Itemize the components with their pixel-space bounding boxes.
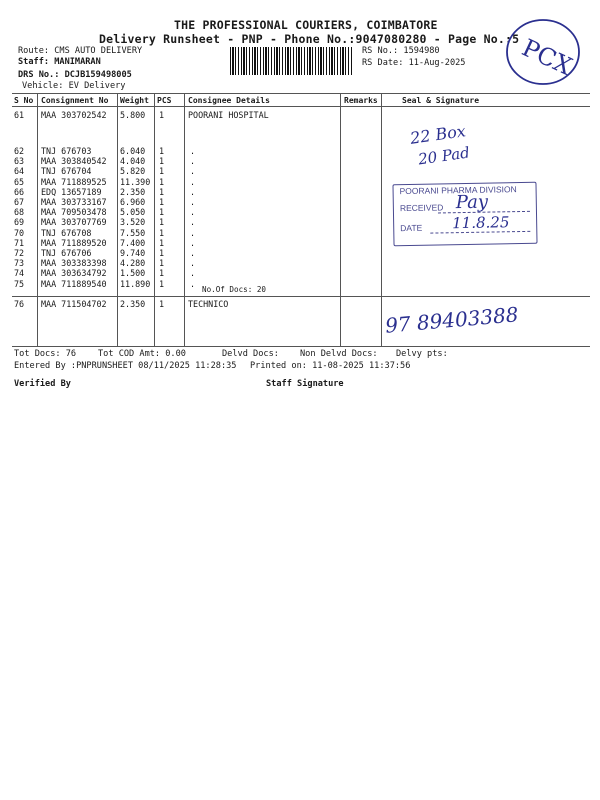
cell-sno: 72 [14,248,25,258]
cell-pcs: 1 [159,299,165,309]
cell-pcs: 1 [159,268,165,279]
circle-mark-text: PCX [517,33,577,81]
cell-consignee: . [190,176,196,187]
cell-sno: 66 [14,186,25,197]
cell-sno: 69 [14,217,25,228]
tot-docs: Tot Docs: 76 [14,349,77,359]
cell-weight: 5.050 [120,207,146,218]
table-row-group [0,110,600,120]
cell-pcs: 1 [159,248,165,258]
col-header-consignment: Consignment No [41,96,109,105]
cell-weight: 2.350 [120,186,146,197]
vehicle-label: Vehicle: EV Delivery [22,81,126,91]
table-bottom-border [12,346,590,347]
cell-consignment: MAA 711889540 [41,278,107,289]
table-row [0,279,600,289]
cell-consignment: MAA 711889520 [41,237,107,248]
cell-pcs: 1 [159,258,165,269]
cell-weight: 5.820 [120,166,146,177]
cell-consignment: MAA 711889525 [41,176,107,187]
handwritten-circle-mark [503,17,583,87]
staff-signature: Staff Signature [266,379,344,389]
cell-consignee: . [190,248,196,258]
cell-pcs: 1 [159,278,165,289]
cell-consignment: TNJ 676706 [41,248,92,258]
cell-consignee: . [190,146,196,156]
cell-weight: 7.550 [120,227,146,238]
cell-pcs: 1 [159,176,165,187]
col-header-seal: Seal & Signature [402,96,480,105]
cell-consignee: . [190,156,196,167]
cell-weight: 2.350 [120,299,146,309]
cell-consignment: TNJ 676708 [41,227,92,238]
cell-weight: 7.400 [120,237,146,248]
cell-weight: 4.040 [120,156,146,167]
cell-weight: 11.390 [120,176,151,187]
table-row [0,248,600,258]
cell-consignee: . [190,258,196,269]
cell-weight: 4.280 [120,258,146,269]
cell-sno: 63 [14,156,25,167]
cell-pcs: 1 [159,186,165,197]
cell-consignment: TNJ 676703 [41,146,92,156]
col-header-sno: S No [14,96,34,105]
rs-number: RS No.: 1594980 [362,46,440,56]
document-subtitle: Delivery Runsheet - PNP - Phone No.:9047080280 - Page No.:5 [99,32,520,46]
cell-weight: 5.800 [120,110,146,120]
verified-by: Verified By [14,379,71,389]
cell-pcs: 1 [159,217,165,228]
handwritten-phone: 97 89403388 [384,302,520,338]
cell-consignee: . [190,186,196,197]
group-divider [12,296,590,297]
cell-weight: 11.890 [120,278,151,289]
non-delivered-docs: Non Delvd Docs: [300,349,378,359]
cell-sno: 64 [14,166,25,177]
cell-consignment: MAA 303634792 [41,268,107,279]
cell-weight: 9.740 [120,248,146,258]
entered-by: Entered By :PNPRUNSHEET 08/11/2025 11:28:35 [14,361,237,371]
cell-weight: 1.500 [120,268,146,279]
received-stamp [392,182,537,247]
cell-consignee: . [190,237,196,248]
cell-weight: 6.960 [120,197,146,207]
cell-pcs: 1 [159,227,165,238]
barcode [230,47,352,75]
cell-sno: 75 [14,278,25,289]
handwritten-date: 11.8.25 [452,213,510,233]
cell-sno: 73 [14,258,25,269]
tot-cod-amount: Tot COD Amt: 0.00 [98,349,186,359]
document-title: THE PROFESSIONAL COURIERS, COIMBATORE [174,18,438,32]
cell-consignee: . [190,278,196,289]
cell-consignee: POORANI HOSPITAL [188,110,269,120]
cell-consignment: MAA 303733167 [41,197,107,207]
route-label: Route: CMS AUTO DELIVERY [18,46,143,56]
cell-sno: 62 [14,146,25,156]
cell-sno: 67 [14,197,25,207]
cell-consignee: TECHNICO [188,299,229,309]
table-row [0,156,600,166]
drs-number: DRS No.: DCJB159498005 [18,70,132,80]
cell-sno: 65 [14,176,25,187]
col-header-consignee: Consignee Details [188,96,270,105]
cell-consignment: EDQ 13657189 [41,186,102,197]
cell-sno: 61 [14,110,25,120]
rs-date: RS Date: 11-Aug-2025 [362,58,466,68]
delivery-points: Delvy pts: [396,349,448,359]
cell-consignment: MAA 303702542 [41,110,107,120]
cell-consignee: . [190,268,196,279]
cell-consignment: MAA 303840542 [41,156,107,167]
stamp-date-label: DATE [400,222,423,234]
handwritten-box-count: 22 Box [408,121,467,148]
stamp-received-label: RECEIVED [399,202,444,214]
cell-pcs: 1 [159,237,165,248]
handwritten-received: Pay [455,191,489,214]
cell-consignee: . [190,197,196,207]
cell-sno: 76 [14,299,25,309]
cell-pcs: 1 [159,207,165,218]
cell-sno: 71 [14,237,25,248]
cell-consignment: MAA 709503478 [41,207,107,218]
stamp-company: POORANI PHARMA DIVISION [399,184,517,197]
delivered-docs: Delvd Docs: [222,349,279,359]
col-header-pcs: PCS [157,96,172,105]
cell-consignee: . [190,166,196,177]
cell-pcs: 1 [159,156,165,167]
cell-consignee: . [190,207,196,218]
cell-consignment: MAA 711504702 [41,299,107,309]
table-header-border [12,106,590,107]
table-row [0,268,600,278]
cell-weight: 3.520 [120,217,146,228]
printed-on: Printed on: 11-08-2025 11:37:56 [250,361,411,371]
cell-consignment: MAA 303707769 [41,217,107,228]
cell-pcs: 1 [159,166,165,177]
cell-consignee: . [190,227,196,238]
cell-pcs: 1 [159,146,165,156]
cell-weight: 6.040 [120,146,146,156]
table-row [0,166,600,176]
table-row [0,258,600,268]
cell-consignee: . [190,217,196,228]
cell-pcs: 1 [159,197,165,207]
handwritten-pad-count: 20 Pad [416,143,471,169]
col-header-remarks: Remarks [344,96,378,105]
cell-consignment: MAA 303383398 [41,258,107,269]
staff-label: Staff: MANIMARAN [18,57,101,67]
no-of-docs: No.Of Docs: 20 [202,285,267,294]
cell-sno: 70 [14,227,25,238]
col-header-weight: Weight [120,96,149,105]
table-row [0,146,600,156]
cell-consignment: TNJ 676704 [41,166,92,177]
table-top-border [12,93,590,94]
cell-pcs: 1 [159,110,165,120]
cell-sno: 74 [14,268,25,279]
cell-sno: 68 [14,207,25,218]
